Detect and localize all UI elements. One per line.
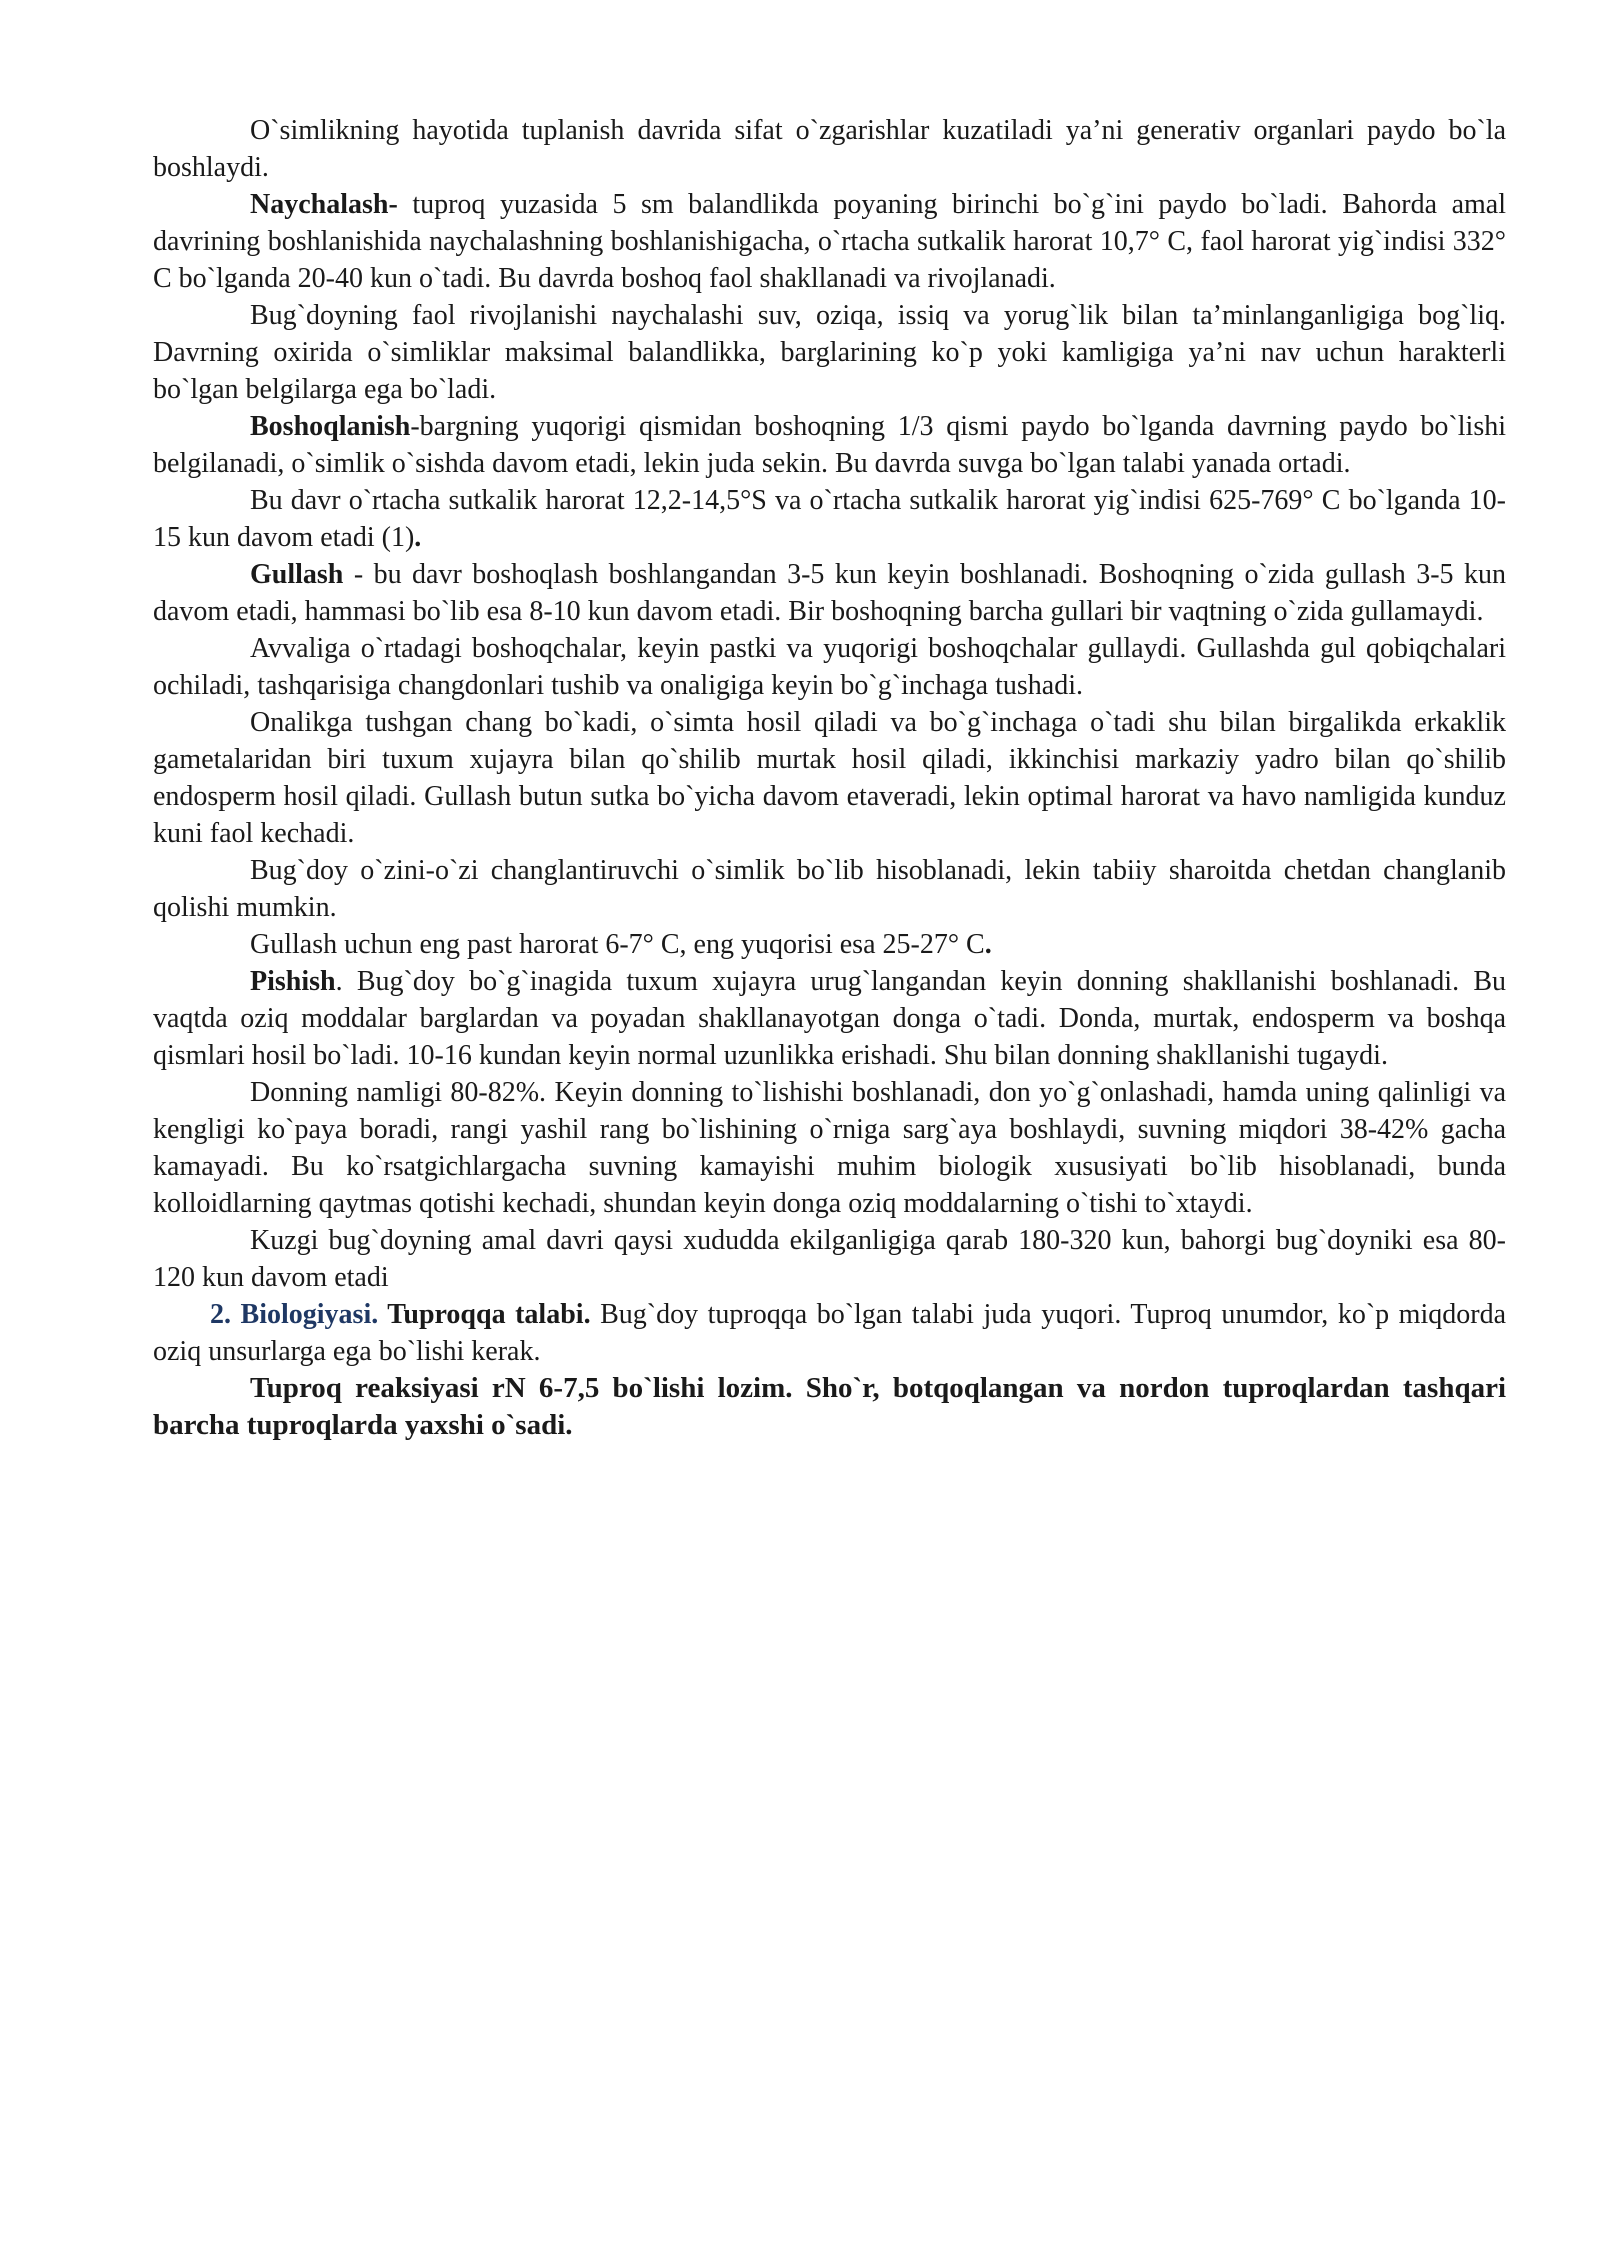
term-pishish: Pishish — [250, 966, 336, 997]
paragraph-text: . Bug`doy bo`g`inagida tuxum xujayra urug`langandan keyin donning shakllanishi boshlanadi. Bu vaqtda oziq moddalar barglardan va poyadan shakllanayotgan donga o`tadi. Donda, murtak, endosperm va boshqa qismlari hosil bo`ladi. 10-16 kundan keyin normal uzunlikka erishadi. Shu bilan donning shakllanishi tugaydi. — [153, 966, 1506, 1071]
paragraph-end-mark: . — [984, 929, 992, 960]
paragraph-pishish — [153, 963, 1506, 1074]
paragraph-harorat — [153, 482, 1506, 556]
paragraph-amal-davri — [153, 1222, 1506, 1296]
paragraph-text: Avvaliga o`rtadagi boshoqchalar, keyin pastki va yuqorigi boshoqchalar gullaydi. Gullashda gul qobiqchalari ochiladi, tashqarisiga changdonlari tushib va onaligiga keyin bo`g`inchaga tushadi. — [153, 633, 1506, 701]
paragraph-tuplanish — [153, 112, 1506, 186]
term-gullash: Gullash — [250, 559, 344, 590]
paragraph-text: Tuproq reaksiyasi rN 6-7,5 bo`lishi lozim. Sho`r, botqoqlangan va nordon tuproqlardan tashqari barcha tuproqlarda yaxshi o`sadi. — [153, 1372, 1506, 1441]
paragraph-text: Bug`doy o`zini-o`zi changlantiruvchi o`simlik bo`lib hisoblanadi, lekin tabiiy sharoitda chetdan changlanib qolishi mumkin. — [153, 855, 1506, 923]
paragraph-text: Bu davr o`rtacha sutkalik harorat 12,2-14,5°S va o`rtacha sutkalik harorat yig`indisi 625-769° C bo`lganda 10-15 kun davom etadi (1) — [153, 485, 1506, 553]
section-heading-number: 2. Biologiyasi. — [210, 1299, 379, 1330]
paragraph-faol-rivojlanish — [153, 297, 1506, 408]
paragraph-text: O`simlikning hayotida tuplanish davrida sifat o`zgarishlar kuzatiladi ya’ni generativ organlari paydo bo`la boshlaydi. — [153, 115, 1506, 183]
paragraph-text: Onalikga tushgan chang bo`kadi, o`simta hosil qiladi va bo`g`inchaga o`tadi shu bilan birgalikda erkaklik gametalaridan biri tuxum xujayra bilan qo`shilib murtak hosil qiladi, ikkinchisi markaziy yadro bilan qo`shilib endosperm hosil qiladi. Gullash butun sutka bo`yicha davom etaveradi, lekin optimal harorat va havo namligida kunduz kuni faol kechadi. — [153, 707, 1506, 849]
paragraph-text: Bug`doy tuproqqa bo`lgan talabi juda yuqori. Tuproq unumdor, ko`p miqdorda oziq unsurlarga ega bo`lishi kerak. — [153, 1299, 1506, 1367]
paragraph-changlanish — [153, 704, 1506, 852]
paragraph-tuproq-reaksiyasi — [153, 1370, 1506, 1444]
paragraph-text: Kuzgi bug`doyning amal davri qaysi xududda ekilganligiga qarab 180-320 kun, bahorgi bug`doyniki esa 80-120 kun davom etadi — [153, 1225, 1506, 1293]
paragraph-gullash — [153, 556, 1506, 630]
paragraph-text: -bargning yuqorigi qismidan boshoqning 1/3 qismi paydo bo`lganda davrning paydo bo`lishi belgilanadi, o`simlik o`sishda davom etadi, lekin juda sekin. Bu davrda suvga bo`lgan talabi yanada ortadi. — [153, 411, 1506, 479]
paragraph-gullash-harorat — [153, 926, 1506, 963]
section-subheading: Tuproqqa talabi. — [378, 1299, 591, 1330]
paragraph-ozini-ozi — [153, 852, 1506, 926]
term-boshoqlanish: Boshoqlanish — [250, 411, 411, 442]
paragraph-text: Bug`doyning faol rivojlanishi naychalashi suv, oziqa, issiq va yorug`lik bilan ta’minlanganligiga bog`liq. Davrning oxirida o`simliklar maksimal balandlikka, barglarining ko`p yoki kamligiga ya’ni nav uchun harakterli bo`lgan belgilarga ega bo`ladi. — [153, 300, 1506, 405]
paragraph-boshoqlanish — [153, 408, 1506, 482]
paragraph-text: Donning namligi 80-82%. Keyin donning to`lishishi boshlanadi, don yo`g`onlashadi, hamda uning qalinligi va kengligi ko`paya boradi, rangi yashil rang bo`lishining o`rniga sarg`aya boshlaydi, suvning miqdori 38-42% gacha kamayadi. Bu ko`rsatgichlargacha suvning kamayishi muhim biologik xususiyati bo`lib hisoblanadi, bunda kolloidlarning qaytmas qotishi kechadi, shundan keyin donga oziq moddalarning o`tishi to`xtaydi. — [153, 1077, 1506, 1219]
paragraph-text: tuproq yuzasida 5 sm balandlikda poyaning birinchi bo`g`ini paydo bo`ladi. Bahorda amal davrining boshlanishida naychalashning boshlanishigacha, o`rtacha sutkalik harorat 10,7° C, faol harorat yig`indisi 332° C bo`lganda 20-40 kun o`tadi. Bu davrda boshoq faol shakllanadi va rivojlanadi. — [153, 189, 1506, 294]
paragraph-biologiyasi — [153, 1296, 1506, 1370]
paragraph-end-mark: . — [414, 522, 422, 553]
paragraph-text: - bu davr boshoqlash boshlangandan 3-5 kun keyin boshlanadi. Boshoqning o`zida gullash 3-5 kun davom etadi, hammasi bo`lib esa 8-10 kun davom etadi. Bir boshoqning barcha gullari bir vaqtning o`zida gullamaydi. — [153, 559, 1506, 627]
term-naychalash: Naychalash- — [250, 189, 398, 220]
paragraph-boshoqchalar — [153, 630, 1506, 704]
paragraph-donning-namligi — [153, 1074, 1506, 1222]
document-page — [153, 112, 1506, 1444]
paragraph-naychalash — [153, 186, 1506, 297]
paragraph-text: Gullash uchun eng past harorat 6-7° C, eng yuqorisi esa 25-27° C — [250, 929, 985, 960]
